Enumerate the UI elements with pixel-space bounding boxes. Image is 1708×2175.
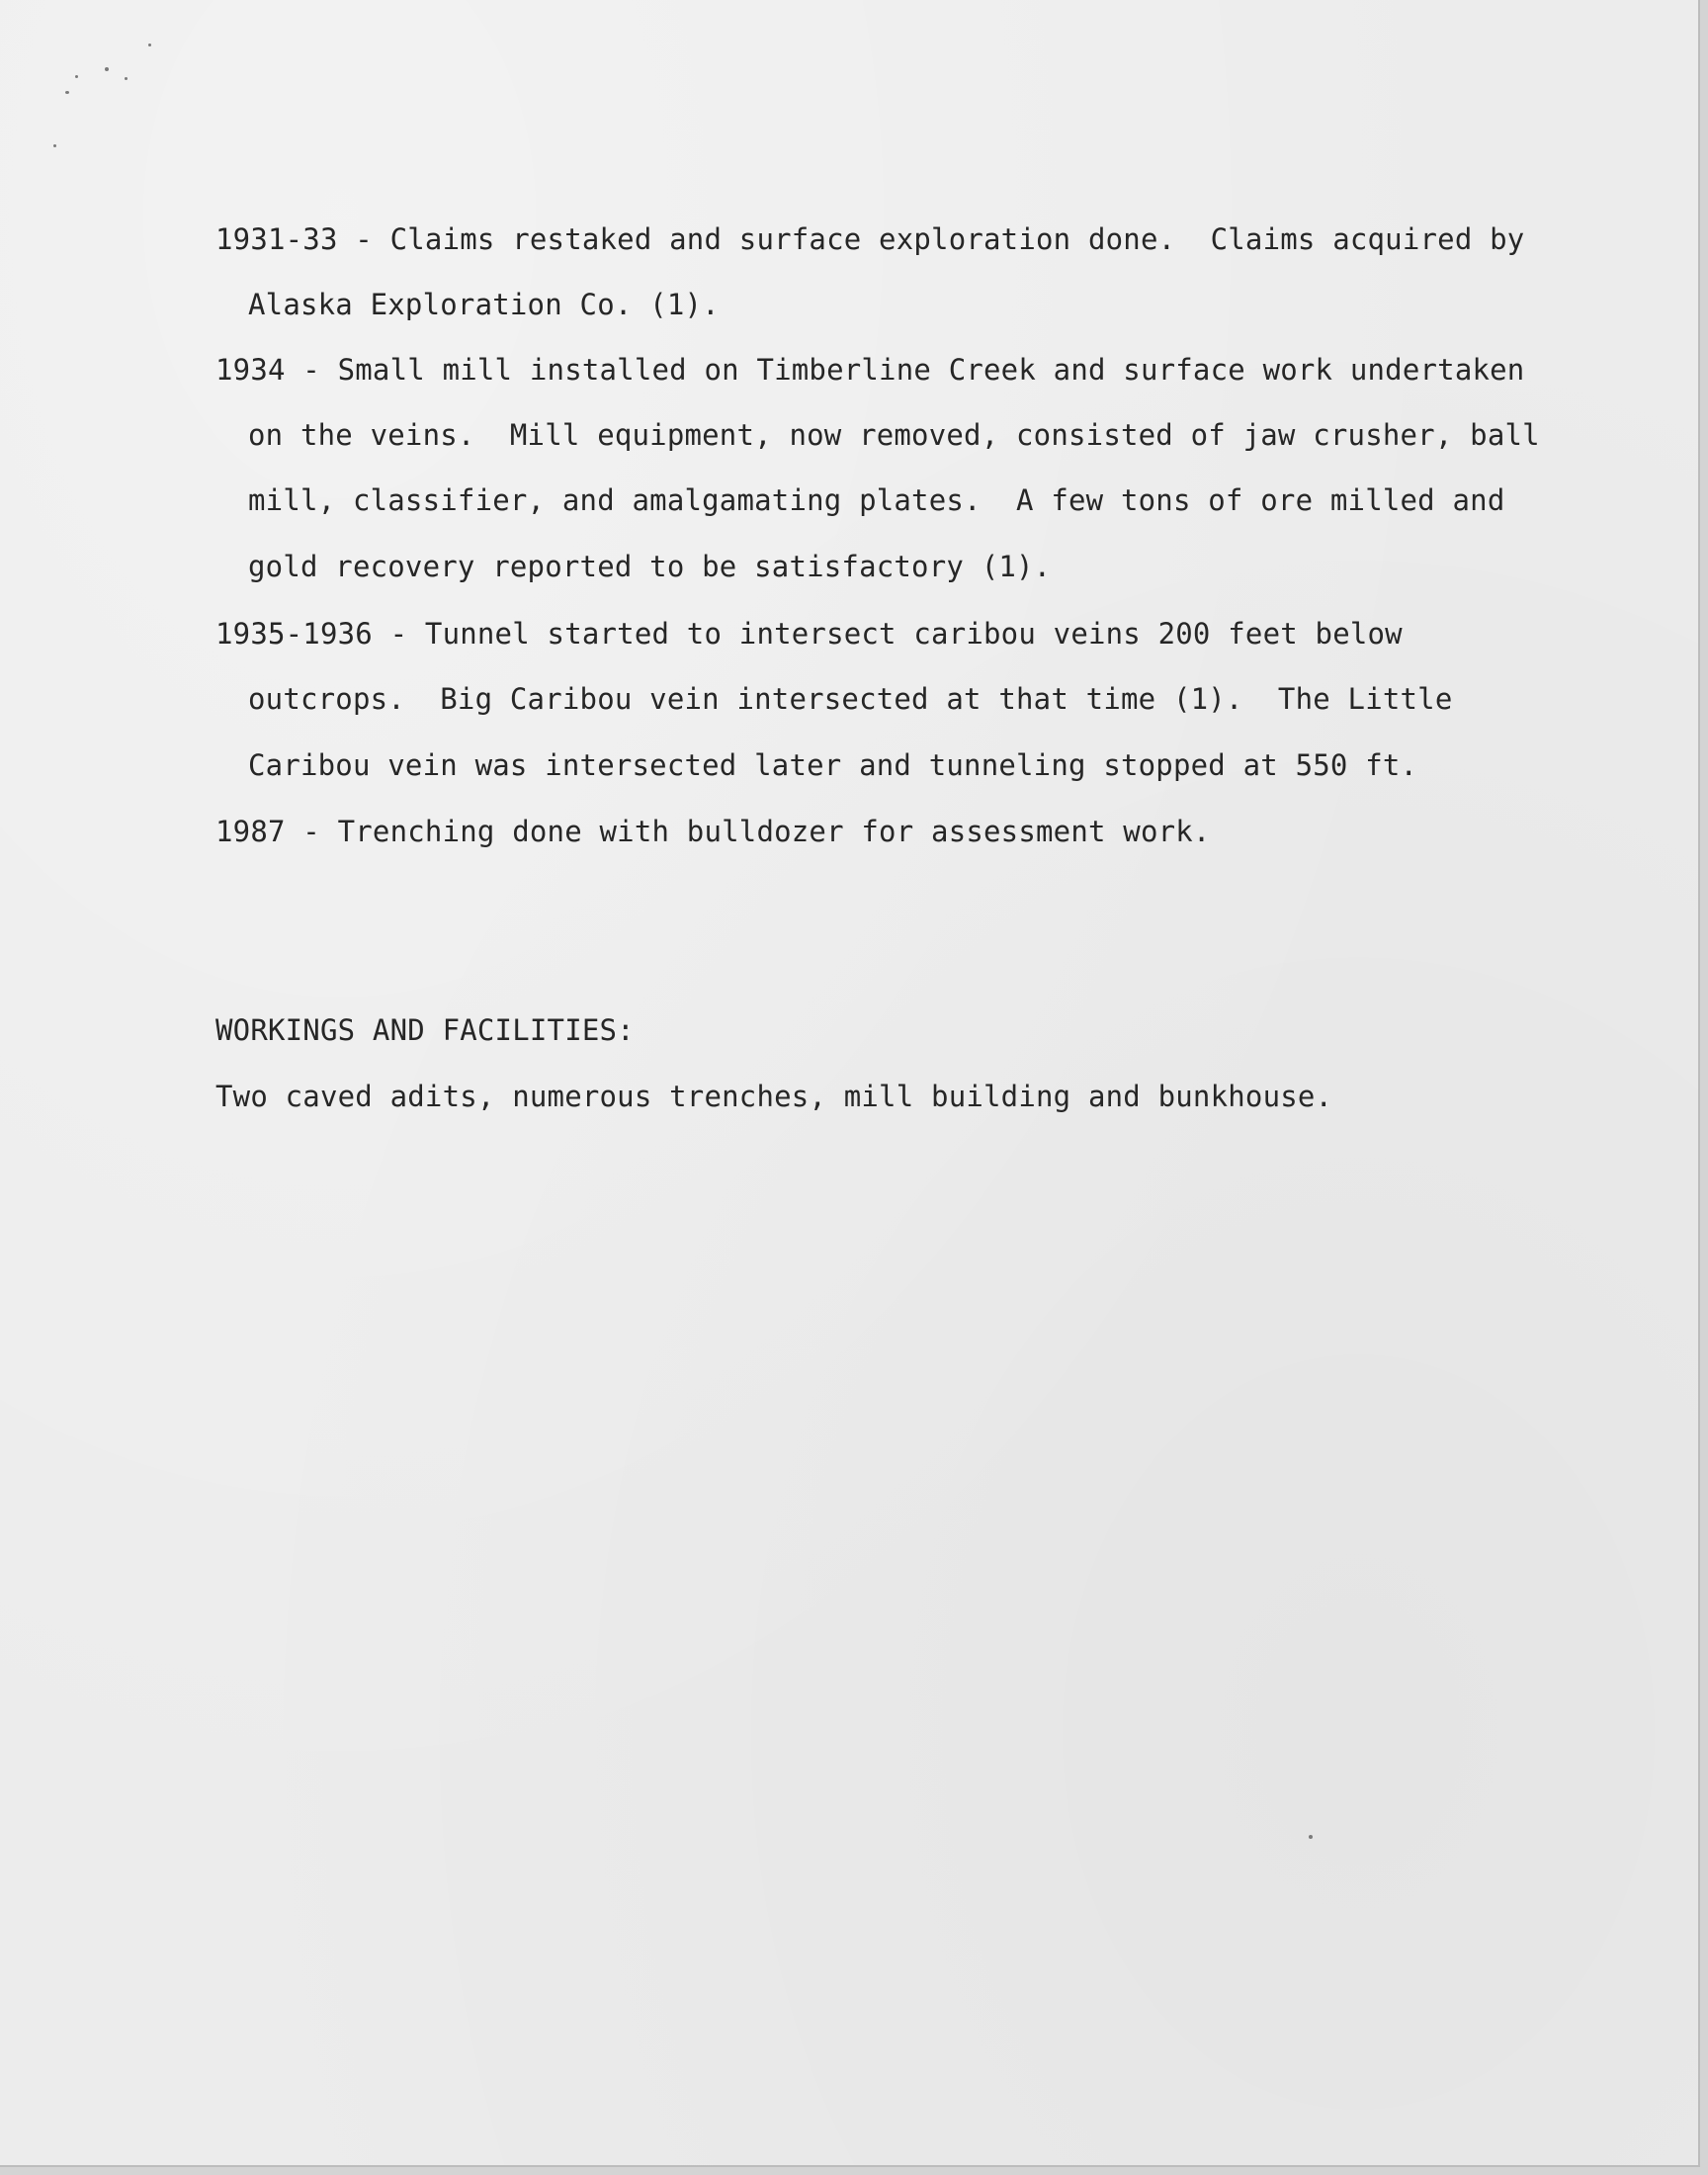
history-line: 1935-1936 - Tunnel started to intersect caribou veins 200 feet below [215, 617, 1403, 651]
scan-speck [53, 144, 56, 147]
section-heading: WORKINGS AND FACILITIES: [215, 1013, 635, 1047]
scan-speck [75, 75, 78, 78]
history-line: 1987 - Trenching done with bulldozer for assessment work. [215, 815, 1211, 848]
scan-speck [148, 44, 151, 46]
history-line: Alaska Exploration Co. (1). [248, 288, 720, 321]
history-line: 1934 - Small mill installed on Timberline Creek and surface work undertaken [215, 353, 1525, 387]
scan-speck [65, 91, 69, 94]
history-line: 1931-33 - Claims restaked and surface exploration done. Claims acquired by [215, 222, 1525, 256]
section-text: Two caved adits, numerous trenches, mill building and bunkhouse. [215, 1080, 1333, 1113]
scan-speck [105, 67, 109, 71]
history-line: on the veins. Mill equipment, now removed, consisted of jaw crusher, ball [248, 418, 1540, 452]
history-line: outcrops. Big Caribou vein intersected at that time (1). The Little [248, 682, 1453, 716]
scan-speck [125, 77, 128, 80]
history-line: mill, classifier, and amalgamating plates. A few tons of ore milled and [248, 483, 1505, 517]
scan-speck [1309, 1835, 1313, 1839]
history-line: Caribou vein was intersected later and tunneling stopped at 550 ft. [248, 748, 1418, 782]
history-line: gold recovery reported to be satisfactory (1). [248, 550, 1052, 583]
